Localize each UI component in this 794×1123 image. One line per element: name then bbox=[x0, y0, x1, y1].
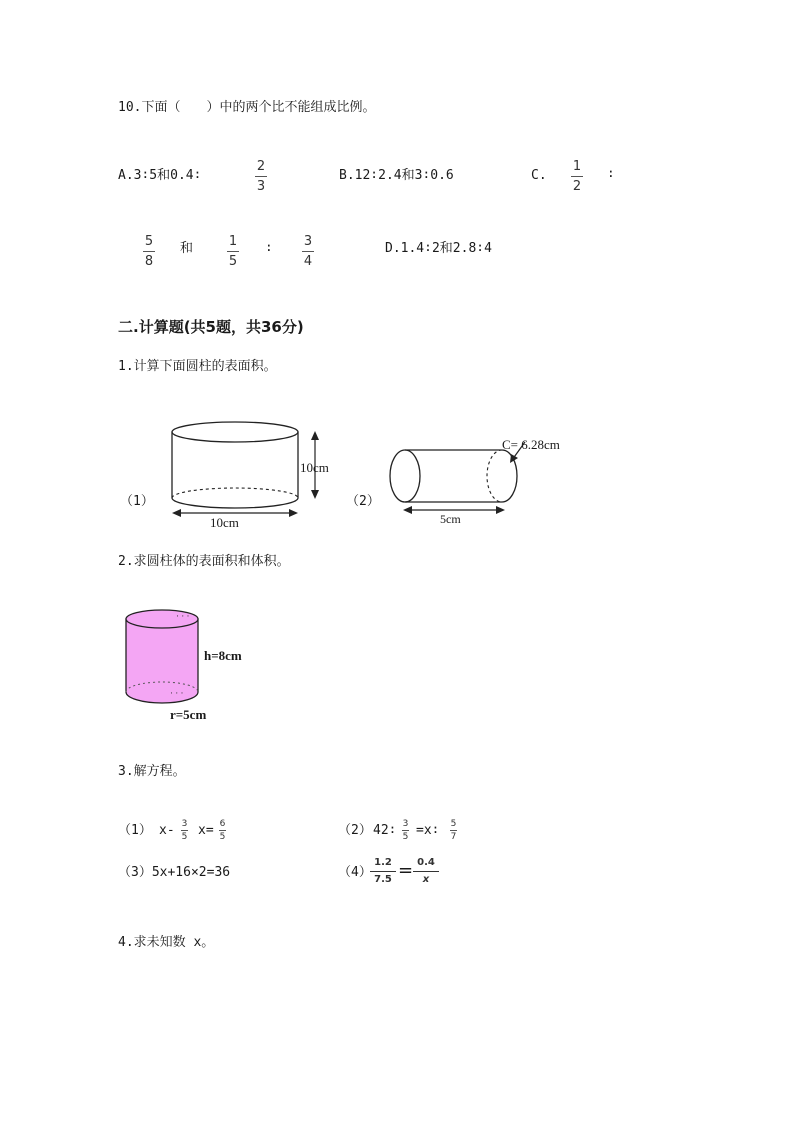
option-c-fraction-1 bbox=[571, 159, 583, 194]
eq4-fraction-2 bbox=[413, 857, 439, 886]
fig1-height-label: 10cm bbox=[300, 460, 329, 475]
denominator: 5 bbox=[219, 832, 226, 842]
option-c-fraction-4 bbox=[302, 234, 314, 269]
q4-text: 4.求未知数 x。 bbox=[118, 935, 215, 950]
option-c-prefix: C. bbox=[531, 168, 547, 183]
numerator: 3 bbox=[303, 234, 313, 249]
eq1-label: （1） bbox=[118, 823, 152, 838]
denominator: 5 bbox=[402, 832, 409, 842]
eq2-part-b: =x∶ bbox=[416, 823, 440, 838]
numerator: 3 bbox=[402, 819, 409, 829]
fraction-bar bbox=[181, 830, 188, 831]
denominator: x bbox=[422, 874, 430, 885]
denominator: 7.5 bbox=[374, 874, 392, 885]
denominator: 5 bbox=[228, 254, 238, 269]
denominator: 8 bbox=[144, 254, 154, 269]
eq1-fraction-2 bbox=[219, 819, 226, 842]
svg-text:· · ·: · · · bbox=[176, 611, 190, 621]
option-c-fraction-3 bbox=[227, 234, 239, 269]
numerator: 1.2 bbox=[374, 857, 392, 868]
fraction-bar bbox=[402, 830, 409, 831]
fig1-label: （1） bbox=[120, 494, 154, 509]
eq1-fraction-1 bbox=[181, 819, 188, 842]
option-d: D.1.4∶2和2.8∶4 bbox=[385, 241, 492, 256]
numerator: 2 bbox=[256, 159, 266, 174]
eq3: （3）5x+16×2=36 bbox=[118, 865, 231, 880]
denominator: 7 bbox=[450, 832, 457, 842]
fraction-bar bbox=[370, 871, 396, 872]
fraction-bar bbox=[450, 830, 457, 831]
svg-text:· · ·: · · · bbox=[170, 688, 184, 698]
numerator: 5 bbox=[144, 234, 154, 249]
eq4-equals: = bbox=[398, 860, 414, 881]
option-c-colon-2: ∶ bbox=[265, 241, 273, 256]
eq1-part-b: x= bbox=[198, 823, 214, 838]
denominator: 5 bbox=[181, 832, 188, 842]
option-c-colon: ∶ bbox=[607, 167, 615, 182]
option-a-fraction bbox=[255, 159, 267, 194]
fig1-diameter-label: 10cm bbox=[210, 515, 239, 530]
fraction-bar bbox=[302, 251, 314, 252]
option-a: A.3∶5和0.4∶ bbox=[118, 168, 202, 183]
fraction-bar bbox=[571, 176, 583, 177]
denominator: 2 bbox=[572, 179, 582, 194]
fig2-circumference-label: C= 6.28cm bbox=[502, 437, 560, 452]
eq2-fraction-1 bbox=[402, 819, 409, 842]
eq2-label: （2） bbox=[338, 823, 372, 838]
fig2-length-label: 5cm bbox=[440, 512, 461, 526]
eq1-part-a: x- bbox=[159, 823, 175, 838]
option-c-and: 和 bbox=[180, 241, 194, 256]
numerator: 1 bbox=[572, 159, 582, 174]
fraction-bar bbox=[143, 251, 155, 252]
radius-label: r=5cm bbox=[170, 707, 207, 722]
eq4-fraction-1 bbox=[370, 857, 396, 886]
numerator: 5 bbox=[450, 819, 457, 829]
numerator: 3 bbox=[181, 819, 188, 829]
denominator: 4 bbox=[303, 254, 313, 269]
numerator: 0.4 bbox=[417, 857, 435, 868]
numerator: 6 bbox=[219, 819, 226, 829]
denominator: 3 bbox=[256, 179, 266, 194]
eq2-fraction-2 bbox=[450, 819, 457, 842]
option-c-fraction-2 bbox=[143, 234, 155, 269]
pink-cylinder bbox=[120, 605, 205, 710]
q2-text: 2.求圆柱体的表面积和体积。 bbox=[118, 554, 290, 569]
q1-text: 1.计算下面圆柱的表面积。 bbox=[118, 359, 277, 374]
fig2-label: （2） bbox=[346, 494, 380, 509]
fraction-bar bbox=[413, 871, 439, 872]
fraction-bar bbox=[227, 251, 239, 252]
fraction-bar bbox=[219, 830, 226, 831]
eq2-part-a: 42∶ bbox=[373, 823, 397, 838]
section-heading: 二.计算题(共5题，共36分) bbox=[118, 318, 304, 336]
numerator: 1 bbox=[228, 234, 238, 249]
fraction-bar bbox=[255, 176, 267, 177]
q10-stem: 10.下面（ ）中的两个比不能组成比例。 bbox=[118, 100, 376, 115]
eq4-label: （4） bbox=[338, 865, 372, 880]
q3-text: 3.解方程。 bbox=[118, 764, 186, 779]
height-label: h=8cm bbox=[204, 648, 242, 663]
option-b: B.12∶2.4和3∶0.6 bbox=[339, 168, 454, 183]
